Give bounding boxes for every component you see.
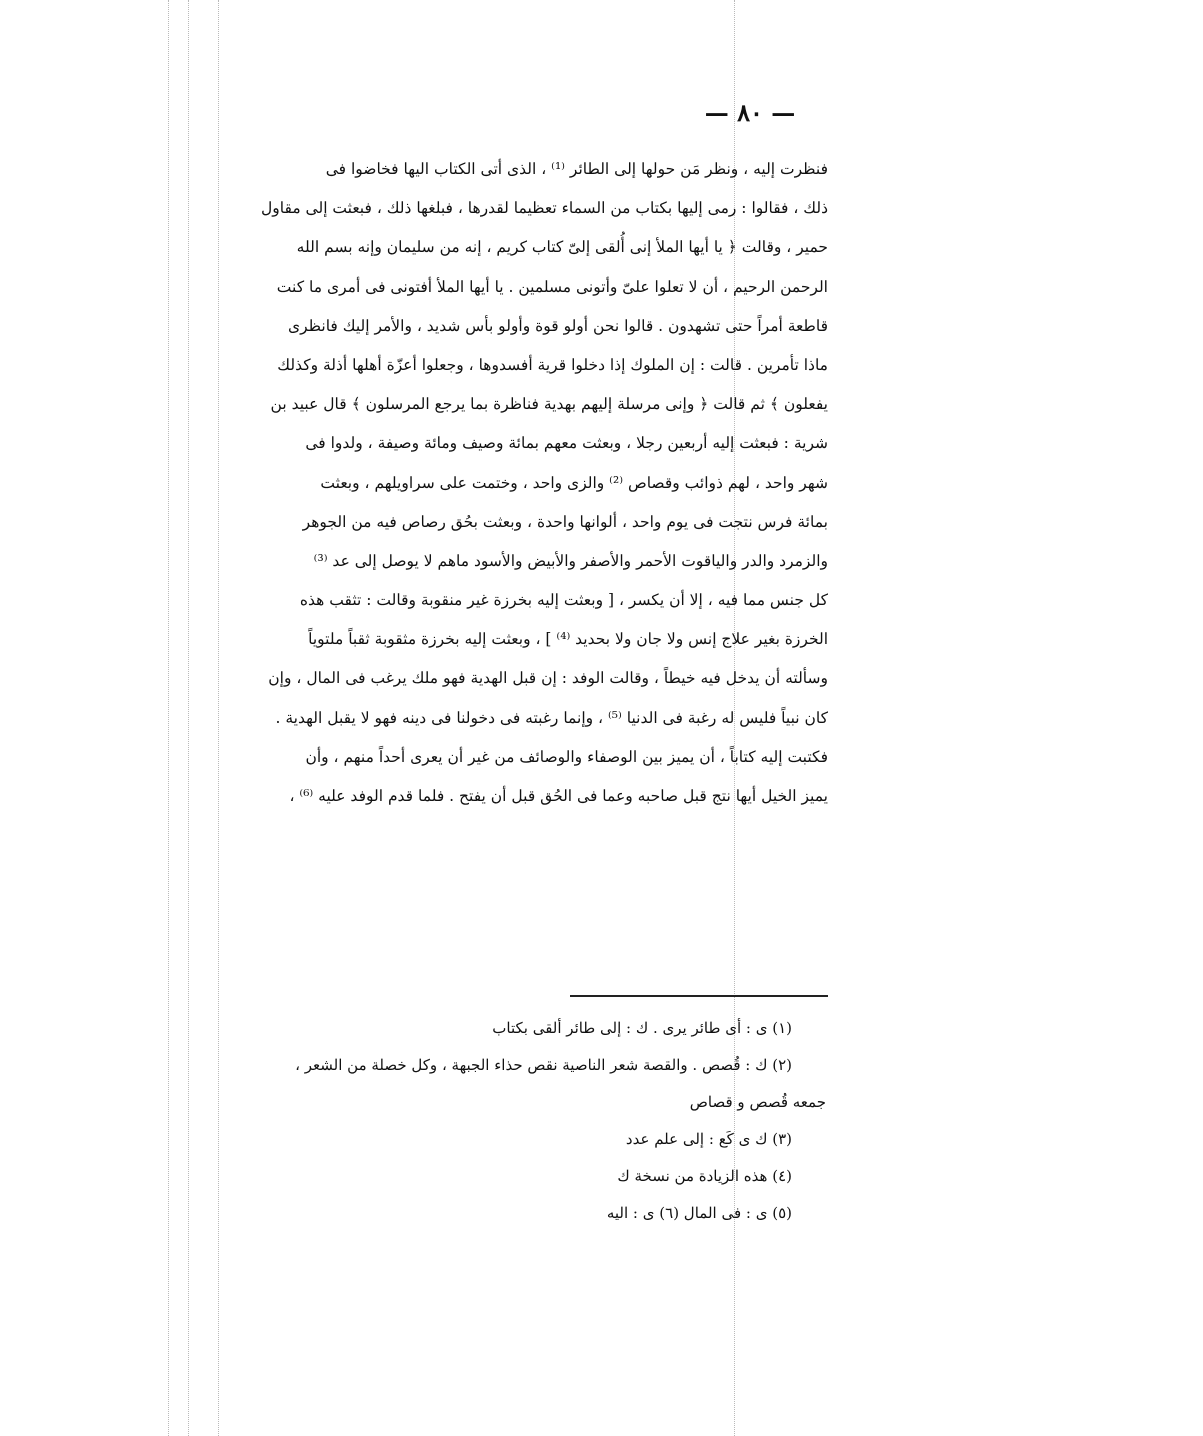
body-line: ماذا تأمرين . قالت : إن الملوك إذا دخلوا قرية أفسدوها ، وجعلوا أعزّة أهلها أذلة وكذلك bbox=[277, 355, 828, 374]
footnote: (٤) هذه الزيادة من نسخة ك bbox=[617, 1167, 792, 1185]
body-line: كان نبياً فليس له رغبة فى الدنيا ⁽⁵⁾ ، وإنما رغبته فى دخولنا فى دينه فهو لا يقبل الهدية . bbox=[275, 708, 828, 727]
scan-gutter-line bbox=[218, 0, 219, 1436]
footnote-continuation: جمعه قُصص و قصاص bbox=[689, 1093, 826, 1111]
body-line: شهر واحد ، لهم ذوائب وقصاص ⁽²⁾ والزى واحد ، وختمت على سراويلهم ، وبعثت bbox=[320, 473, 828, 492]
footnote: (٢) ك : قُصص . والقصة شعر الناصية نقص حذاء الجبهة ، وكل خصلة من الشعر ، bbox=[295, 1056, 792, 1074]
body-line: الرحمن الرحيم ، أن لا تعلوا علىّ وأتونى مسلمين . يا أيها الملأ أفتونى فى أمرى ما كنت bbox=[276, 277, 828, 296]
body-text bbox=[261, 150, 828, 816]
body-line: كل جنس مما فيه ، إلا أن يكسر ، [ وبعثت إليه بخرزة غير منقوبة وقالت : تثقب هذه bbox=[299, 591, 828, 610]
body-line: فكتبت إليه كتاباً ، أن يميز بين الوصفاء والوصائف من غير أن يعرى أحداً منهم ، وأن bbox=[305, 747, 828, 766]
body-line: يفعلون ﴾ ثم قالت ﴿ وإنى مرسلة إليهم بهدية فناظرة بما يرجع المرسلون ﴾ قال عبيد بن bbox=[270, 395, 828, 414]
page-number: — ٨٠ — bbox=[704, 98, 796, 127]
footnotes bbox=[295, 1010, 828, 1232]
footnote-rule bbox=[570, 995, 828, 997]
body-line: قاطعة أمراً حتى تشهدون . قالوا نحن أولو قوة وأولو بأس شديد ، والأمر إليك فانظرى bbox=[287, 316, 828, 335]
body-line: والزمرد والدر والياقوت الأحمر والأصفر والأبيض والأسود ماهم لا يوصل إلى عد ⁽³⁾ bbox=[313, 551, 828, 570]
footnote: (١) ى : أى طائر يرى . ك : إلى طائر ألقى بكتاب bbox=[492, 1019, 792, 1037]
body-line: ذلك ، فقالوا : رمى إليها بكتاب من السماء تعظيما لقدرها ، فبلغها ذلك ، فبعثت إلى مقاول bbox=[261, 199, 828, 218]
body-line: فنظرت إليه ، ونظر مَن حولها إلى الطائر ⁽¹⁾ ، الذى أتى الكتاب اليها فخاضوا فى bbox=[325, 160, 828, 178]
body-line: شرية : فبعثت إليه أربعين رجلا ، وبعثت معهم بمائة وصيف ومائة وصيفة ، ولدوا فى bbox=[305, 434, 828, 453]
body-line: الخرزة بغير علاج إنس ولا جان ولا بحديد ⁽⁴⁾ ] ، وبعثت إليه بخرزة مثقوبة ثقباً ملتوياً bbox=[308, 630, 828, 649]
body-line: يميز الخيل أيها نتج قبل صاحبه وعما فى الحُق قبل أن يفتح . فلما قدم الوفد عليه ⁽⁶⁾ ، bbox=[289, 787, 828, 805]
footnote: (٣) ك ى كَع : إلى علم عدد bbox=[625, 1130, 792, 1148]
body-line: وسألته أن يدخل فيه خيطاً ، وقالت الوفد : إن قبل الهدية فهو ملك يرغب فى المال ، وإن bbox=[268, 669, 828, 688]
body-line: بمائة فرس نتجت فى يوم واحد ، ألوانها واحدة ، وبعثت بحُق رصاص فيه من الجوهر bbox=[302, 512, 828, 531]
footnote: (٥) ى : فى المال (٦) ى : اليه bbox=[606, 1204, 792, 1222]
scan-gutter-line bbox=[168, 0, 169, 1436]
scan-gutter-line bbox=[188, 0, 189, 1436]
body-line: حمير ، وقالت ﴿ يا أيها الملأ إنى أُلقى إلىّ كتاب كريم ، إنه من سليمان وإنه بسم الله bbox=[296, 238, 828, 257]
